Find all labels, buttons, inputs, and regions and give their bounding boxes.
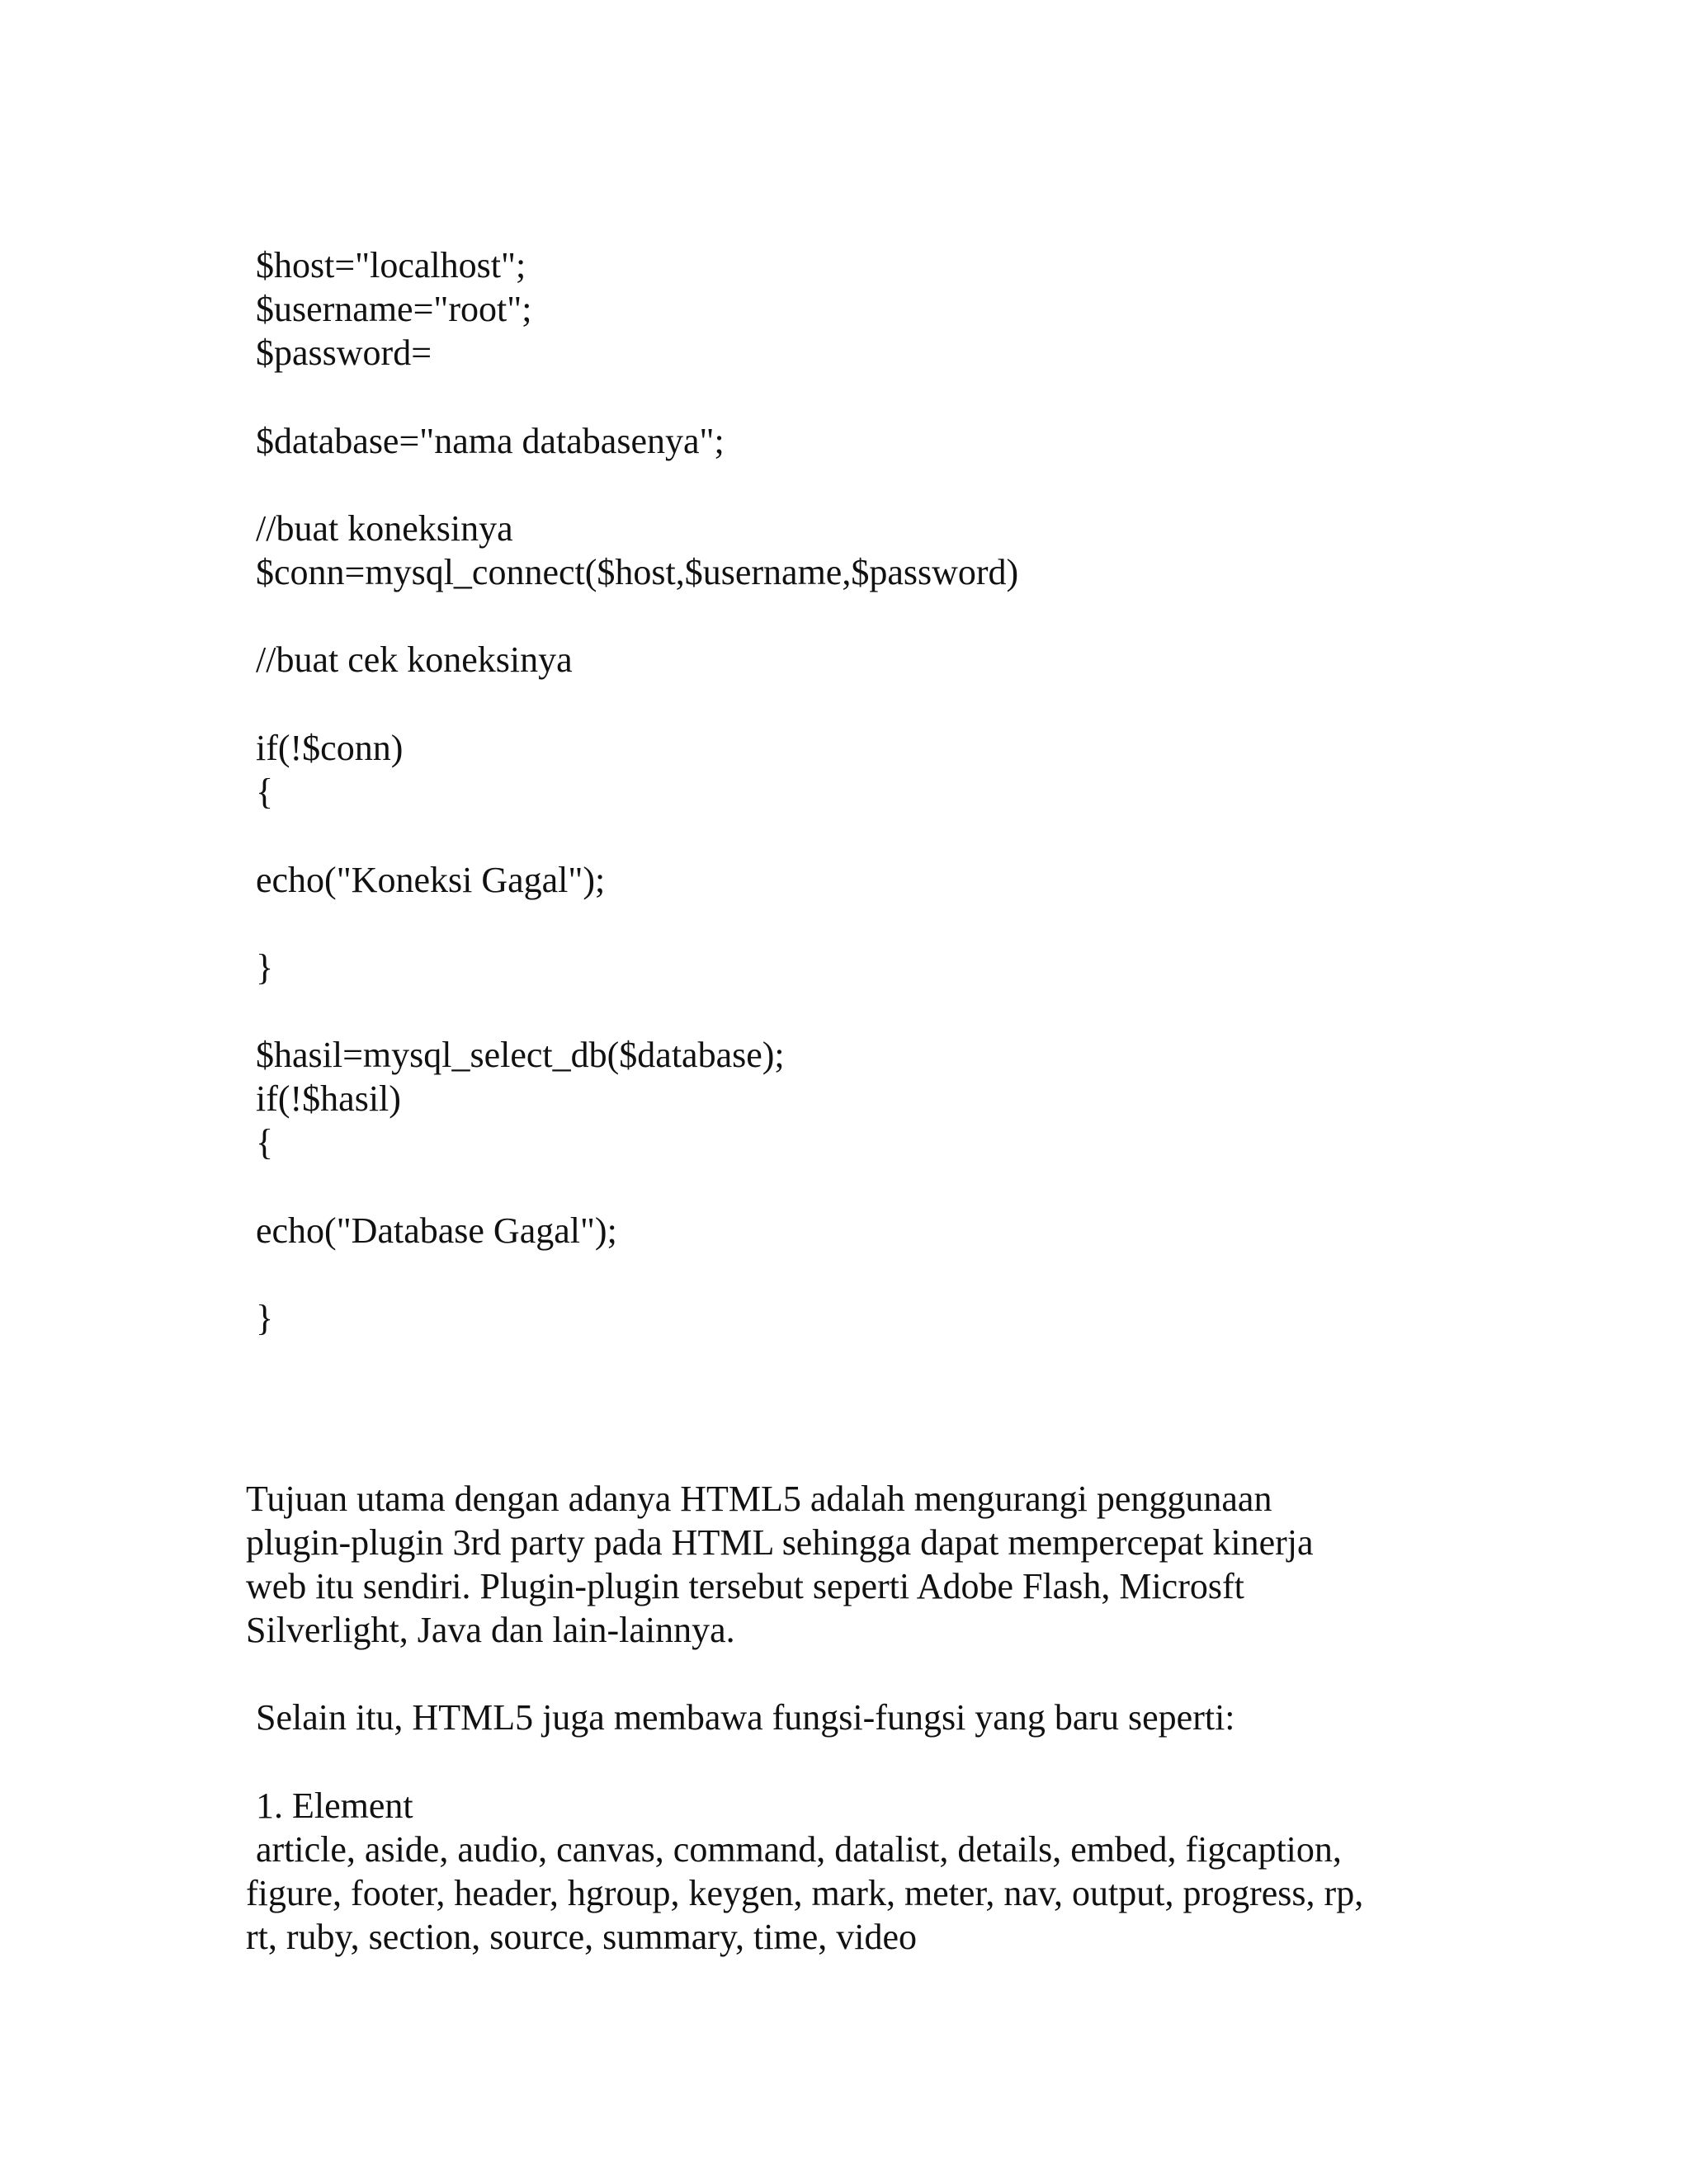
element-list-line: article, aside, audio, canvas, command, datalist, details, embed, figcaption, <box>256 1829 1342 1870</box>
code-line-if-conn: if(!$conn) <box>256 728 404 768</box>
code-line-echo-database: echo("Database Gagal"); <box>256 1210 617 1251</box>
list-heading: 1. Element <box>256 1785 413 1826</box>
paragraph-line: Tujuan utama dengan adanya HTML5 adalah mengurangi penggunaan <box>246 1479 1272 1519</box>
code-line-select-db: $hasil=mysql_select_db($database); <box>256 1035 785 1075</box>
paragraph-line: Silverlight, Java dan lain-lainnya. <box>246 1610 735 1650</box>
code-brace-close: } <box>256 1298 274 1338</box>
code-comment-cek: //buat cek koneksinya <box>256 639 573 680</box>
paragraph-intro: Selain itu, HTML5 juga membawa fungsi-fungsi yang baru seperti: <box>256 1697 1235 1738</box>
code-brace-open: { <box>256 771 274 812</box>
element-list-line: rt, ruby, section, source, summary, time, video <box>246 1917 917 1957</box>
element-list-line: figure, footer, header, hgroup, keygen, mark, meter, nav, output, progress, rp, <box>246 1873 1364 1913</box>
code-comment-koneksi: //buat koneksinya <box>256 508 513 549</box>
code-line-connect: $conn=mysql_connect($host,$username,$password) <box>256 552 1019 592</box>
code-brace-open: { <box>256 1122 274 1163</box>
paragraph-line: web itu sendiri. Plugin-plugin tersebut seperti Adobe Flash, Microsft <box>246 1566 1244 1606</box>
code-line-host: $host="localhost"; <box>256 245 526 285</box>
code-line-database: $database="nama databasenya"; <box>256 421 725 461</box>
code-line-username: $username="root"; <box>256 289 532 329</box>
code-line-echo-koneksi: echo("Koneksi Gagal"); <box>256 860 606 900</box>
code-line-password: $password= <box>256 333 432 373</box>
code-line-if-hasil: if(!$hasil) <box>256 1078 401 1119</box>
paragraph-line: plugin-plugin 3rd party pada HTML sehingga dapat mempercepat kinerja <box>246 1522 1314 1563</box>
code-brace-close: } <box>256 947 274 988</box>
